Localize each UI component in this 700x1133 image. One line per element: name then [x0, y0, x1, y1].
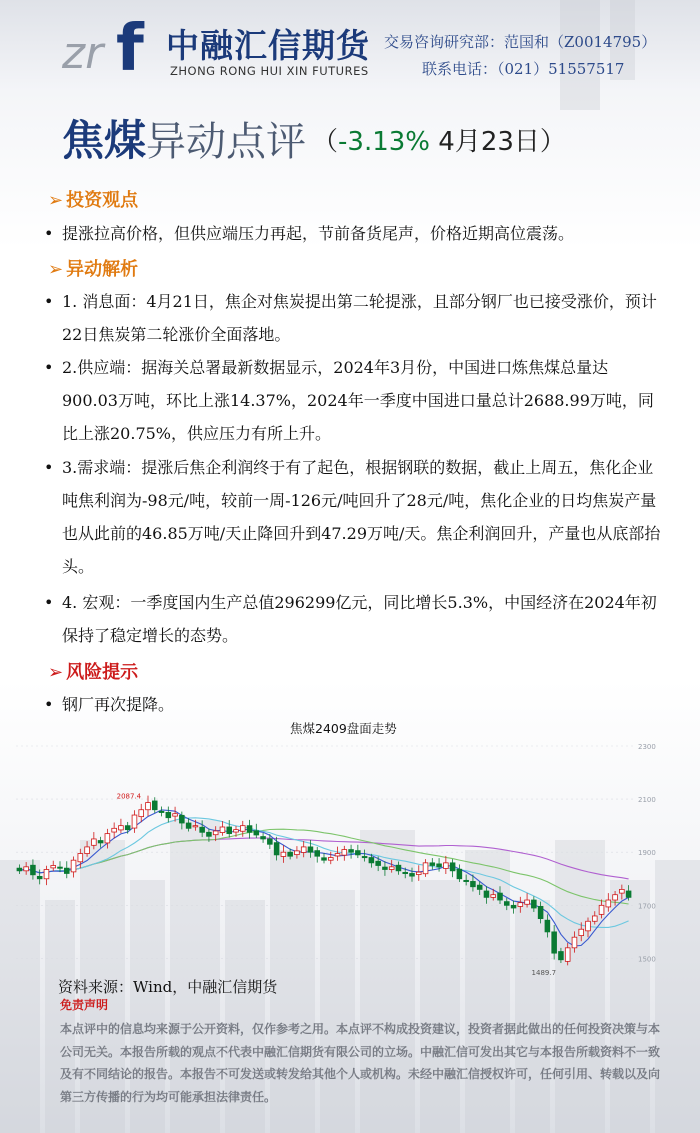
candle-body [403, 872, 408, 873]
candle-body [592, 916, 597, 921]
candle-body [538, 906, 543, 918]
bullet-icon: • [44, 458, 54, 477]
high-annotation: 2087.4 [116, 792, 142, 801]
bullet-icon: • [44, 695, 54, 714]
candle-body [186, 823, 191, 828]
candle-body [525, 900, 530, 904]
candle-body [559, 952, 564, 960]
candle-body [146, 803, 151, 810]
candle-body [579, 929, 584, 935]
candle-body [159, 811, 164, 812]
candle-body [64, 868, 69, 873]
candle-body [518, 903, 523, 907]
section-heading-risk: ➢ 风险提示 [48, 662, 139, 683]
candle-body [511, 905, 516, 908]
arrow-right-icon: ➢ [48, 662, 64, 683]
candle-body [132, 815, 137, 828]
candle-body [274, 843, 279, 855]
candle-body [112, 828, 117, 832]
bullet-icon: • [44, 358, 54, 377]
analysis-item: • 4. 宏观：一季度国内生产总值296299亿元，同比增长5.3%，中国经济在2024年初保持了稳定增长的态势。 [44, 586, 664, 652]
candle-body [234, 830, 239, 832]
bullet-icon: • [44, 224, 54, 243]
candle-body [85, 847, 90, 854]
candle-body [504, 902, 509, 906]
candle-body [410, 873, 415, 876]
candle-body [355, 851, 360, 855]
title-product: 焦煤 [62, 116, 147, 165]
candle-body [125, 826, 130, 830]
candle-body [396, 865, 401, 871]
candle-body [606, 900, 611, 907]
candle-body [98, 841, 103, 843]
candle-body [498, 893, 503, 900]
candle-body [207, 832, 212, 836]
candle-body [545, 920, 550, 932]
candle-body [626, 891, 631, 897]
phone-contact: 联系电话：（021）51557517 [422, 60, 625, 78]
candle-body [613, 895, 618, 900]
candle-body [261, 837, 266, 839]
analysis-item: • 1. 消息面：4月21日，焦企对焦炭提出第二轮提涨，且部分钢厂也已接受涨价，预计22日焦炭第二轮涨价全面落地。 [44, 285, 664, 351]
candle-body [213, 831, 218, 835]
low-annotation: 1489.7 [531, 969, 557, 978]
candle-body [464, 880, 469, 881]
candle-body [349, 850, 354, 853]
candle-body [152, 801, 157, 810]
candle-body [315, 851, 320, 857]
candle-body [342, 850, 347, 856]
candle-body [24, 867, 29, 871]
candle-body [31, 865, 36, 875]
candle-body [78, 854, 83, 862]
candle-body [308, 847, 313, 852]
section-heading-analysis: ➢ 异动解析 [48, 259, 139, 280]
candle-body [362, 856, 367, 857]
data-source: 资料来源：Wind，中融汇信期货 [58, 978, 278, 996]
candle-body [369, 858, 374, 863]
candle-body [389, 867, 394, 870]
candle-body [119, 826, 124, 830]
arrow-right-icon: ➢ [48, 259, 64, 280]
candle-body [288, 852, 293, 856]
candle-body [179, 815, 184, 823]
candle-body [301, 847, 306, 853]
title-date: 4月23日） [430, 127, 566, 157]
candle-body [383, 867, 388, 869]
price-change: -3.13% [338, 127, 431, 157]
y-tick-label: 1900 [638, 849, 656, 858]
candle-body [37, 876, 42, 878]
candle-body [376, 861, 381, 865]
candle-body [220, 827, 225, 833]
moving-average-line [19, 818, 628, 928]
candle-body [200, 827, 205, 832]
candlestick-chart [12, 740, 662, 995]
candle-body [105, 834, 110, 843]
svg-text:f: f [116, 14, 144, 76]
candle-body [173, 814, 178, 816]
candle-body [450, 863, 455, 871]
svg-text:zr: zr [62, 28, 104, 76]
candle-body [51, 866, 56, 868]
company-name-cn: 中融汇信期货 [166, 26, 370, 65]
candle-body [335, 854, 340, 856]
candle-body [477, 885, 482, 889]
candle-body [295, 851, 300, 855]
bullet-icon: • [44, 292, 54, 311]
y-tick-label: 1700 [638, 902, 656, 911]
candle-body [599, 905, 604, 914]
candle-body [254, 831, 259, 835]
candle-body [247, 826, 252, 833]
candle-body [58, 867, 63, 868]
bullet-icon: • [44, 593, 54, 612]
candle-body [491, 895, 496, 898]
candle-body [437, 864, 442, 867]
report-title [62, 108, 566, 168]
candle-body [240, 826, 245, 832]
chart-title: 焦煤2409盘面走势 [290, 721, 397, 736]
company-name-en: ZHONG RONG HUI XIN FUTURES [170, 64, 369, 78]
candle-body [552, 932, 557, 953]
analysis-item: • 2.供应端：据海关总署最新数据显示，2024年3月份，中国进口炼焦煤总量达900.03万吨，环比上涨14.37%，2024年一季度中国进口量总计2688.99万吨，同比上涨20.75%，供应压力有所上升。 [44, 351, 664, 450]
y-tick-label: 2300 [638, 743, 656, 751]
disclaimer-text: 本点评中的信息均来源于公开资料，仅作参考之用。本点评不构成投资建议，投资者据此做出的任何投资决策与本公司无关。本报告所载的观点不代表中融汇信期货有限公司的立场。中融汇信可发出其它与本报告所载资料不一致及有不同结论的报告。本报告不可发送或转发给其他个人或机构。未经中融汇信授权许可，任何引用、转载以及向第三方传播的行为均可能承担法律责任。 [60, 1022, 661, 1104]
y-tick-label: 1500 [638, 955, 656, 964]
report-header [0, 0, 700, 95]
candle-body [166, 812, 171, 817]
y-tick-label: 2100 [638, 796, 656, 805]
candle-body [71, 860, 76, 872]
candle-body [423, 863, 428, 874]
candle-body [443, 863, 448, 869]
analyst-contact: 交易咨询研究部：范国和（Z0014795） [384, 33, 657, 51]
candle-body [17, 868, 22, 871]
candle-body [322, 858, 327, 860]
section-heading-view: ➢ 投资观点 [48, 190, 139, 211]
candle-body [619, 889, 624, 893]
candle-body [281, 852, 286, 856]
view-paragraph: • 提涨拉高价格，但供应端压力再起，节前备货尾声，价格近期高位震荡。 [44, 217, 664, 250]
candle-body [328, 858, 333, 861]
candle-body [565, 948, 570, 962]
candle-body [91, 839, 96, 845]
candle-body [484, 891, 489, 897]
candle-body [430, 863, 435, 866]
candle-body [471, 881, 476, 886]
candle-body [586, 921, 591, 931]
company-logo-mark [60, 14, 160, 76]
candle-body [267, 839, 272, 844]
candle-body [227, 827, 232, 834]
candle-body [531, 900, 536, 908]
title-change-date: （-3.13% 4月23日） [312, 127, 566, 157]
title-subject: 异动点评 [146, 119, 307, 165]
candle-body [139, 810, 144, 817]
analysis-item: • 3.需求端：提涨后焦企利润终于有了起色，根据钢联的数据，截止上周五，焦化企业吨焦利润为-98元/吨，较前一周-126元/吨回升了28元/吨，焦化企业的日均焦炭产量也从此前的46.85万吨/天止降回升到47.29万吨/天。焦企利润回升，产量也从底部抬头。 [44, 451, 664, 583]
disclaimer-title: 免责声明 [60, 998, 109, 1012]
candle-body [44, 869, 49, 878]
risk-paragraph: • 钢厂再次提降。 [44, 688, 664, 721]
candle-body [572, 937, 577, 948]
candle-body [416, 872, 421, 874]
arrow-right-icon: ➢ [48, 190, 64, 211]
candle-body [457, 869, 462, 879]
candle-body [193, 826, 198, 827]
